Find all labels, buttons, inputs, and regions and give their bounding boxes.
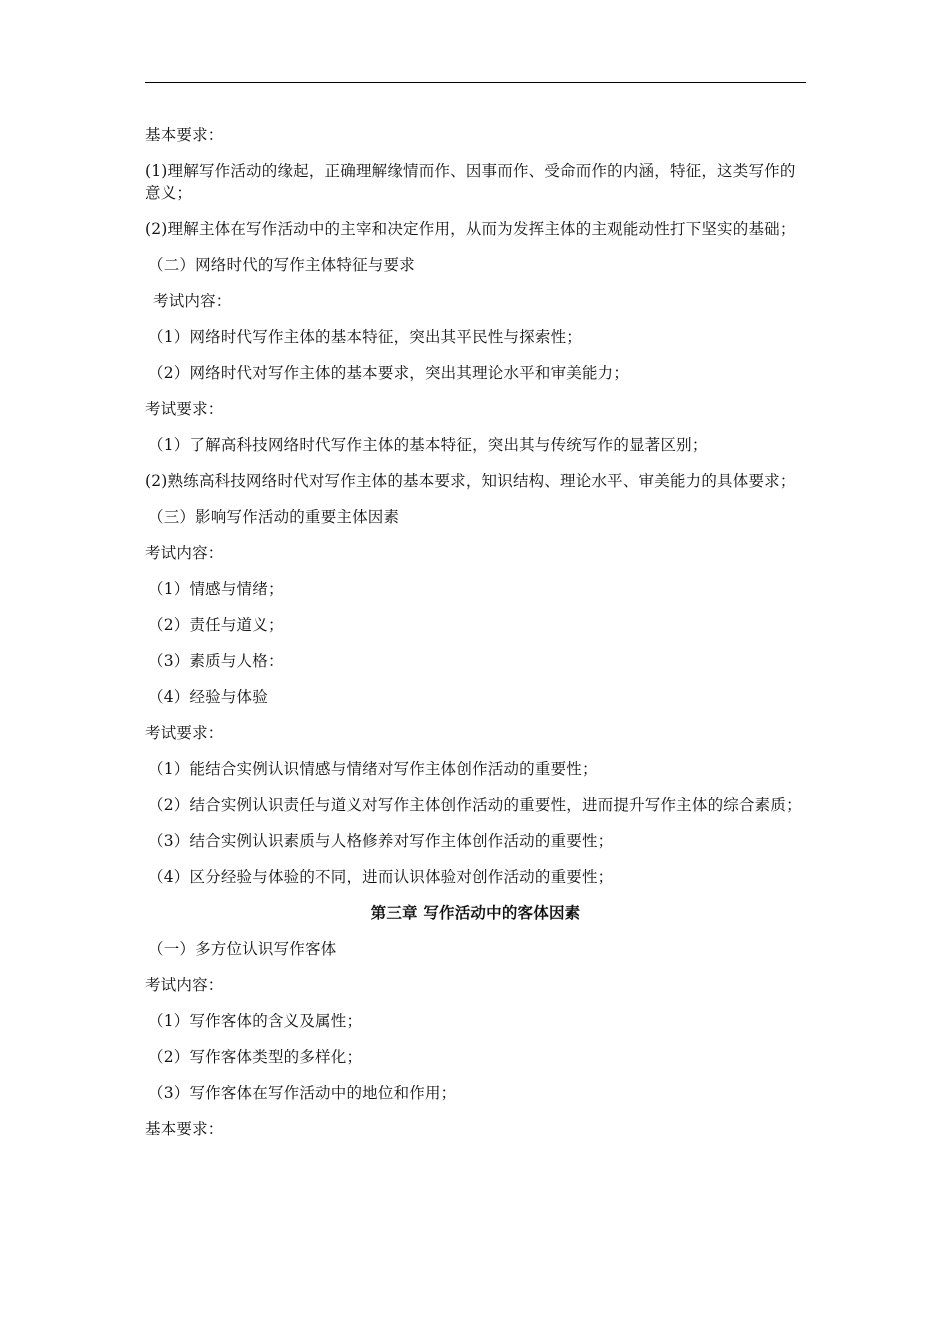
document-paragraph: （2）写作客体类型的多样化； (148, 1048, 363, 1066)
document-paragraph: 基本要求： (145, 126, 224, 144)
document-paragraph: 考试内容： (153, 292, 232, 310)
document-paragraph: （一）多方位认识写作客体 (148, 940, 337, 958)
header-rule (145, 82, 806, 83)
document-paragraph: （2）责任与道义； (148, 616, 284, 634)
document-paragraph: 考试要求： (145, 400, 224, 418)
document-paragraph: （1）能结合实例认识情感与情绪对写作主体创作活动的重要性； (148, 760, 598, 778)
document-paragraph: （3）素质与人格： (148, 652, 284, 670)
document-paragraph: （三）影响写作活动的重要主体因素 (148, 508, 400, 526)
document-paragraph: （1）写作客体的含义及属性； (148, 1012, 363, 1030)
document-paragraph: (2)熟练高科技网络时代对写作主体的基本要求，知识结构、理论水平、审美能力的具体要求； (145, 472, 796, 490)
document-paragraph: （1）了解高科技网络时代写作主体的基本特征，突出其与传统写作的显著区别； (148, 436, 708, 454)
document-paragraph: (1)理解写作活动的缘起，正确理解缘情而作、因事而作、受命而作的内涵，特征，这类写作的意义； (145, 162, 796, 202)
document-body (145, 124, 806, 1154)
document-paragraph: （二）网络时代的写作主体特征与要求 (148, 256, 415, 274)
document-paragraph: 考试内容： (145, 976, 224, 994)
document-paragraph: （1）情感与情绪； (148, 580, 284, 598)
document-paragraph: 考试内容： (145, 544, 224, 562)
document-paragraph: (2)理解主体在写作活动中的主宰和决定作用，从而为发挥主体的主观能动性打下坚实的基础； (145, 220, 796, 238)
document-paragraph: 考试要求： (145, 724, 224, 742)
document-paragraph: （1）网络时代写作主体的基本特征，突出其平民性与探索性； (148, 328, 582, 346)
document-paragraph: 基本要求： (145, 1120, 224, 1138)
document-paragraph: （3）写作客体在写作活动中的地位和作用； (148, 1084, 457, 1102)
document-paragraph: （2）网络时代对写作主体的基本要求，突出其理论水平和审美能力； (148, 364, 630, 382)
document-paragraph: （3）结合实例认识素质与人格修养对写作主体创作活动的重要性； (148, 832, 614, 850)
document-paragraph: （4）区分经验与体验的不同，进而认识体验对创作活动的重要性； (148, 868, 614, 886)
document-paragraph: （4）经验与体验 (148, 688, 268, 706)
document-paragraph: （2）结合实例认识责任与道义对写作主体创作活动的重要性，进而提升写作主体的综合素质； (148, 796, 802, 814)
chapter-heading: 第三章 写作活动中的客体因素 (370, 904, 581, 922)
